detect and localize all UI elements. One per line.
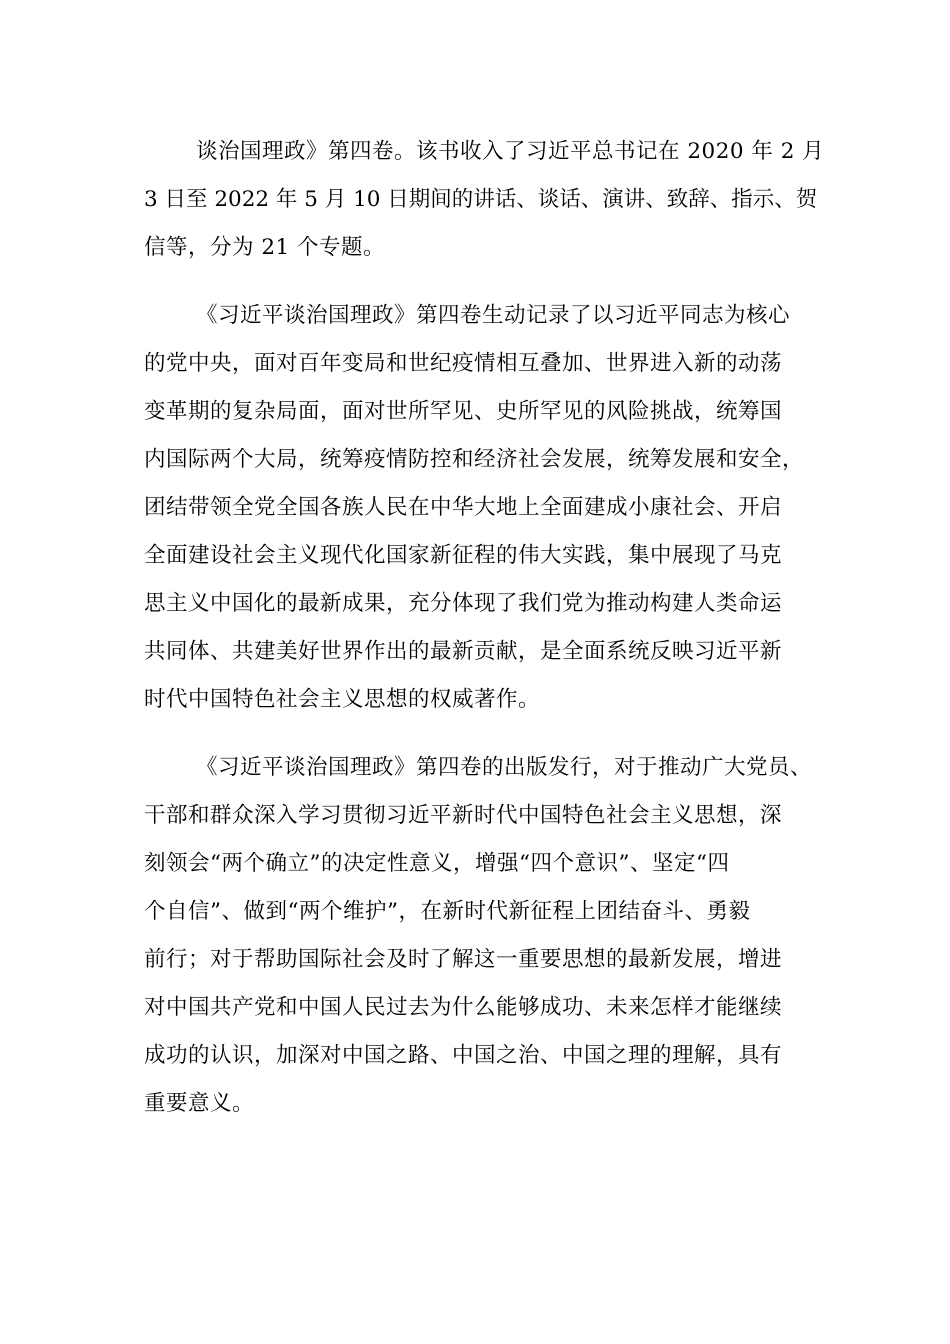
paragraph-line: 全面建设社会主义现代化国家新征程的伟大实践，集中展现了马克 — [144, 543, 783, 568]
paragraph-line: 谈治国理政》第四卷。该书收入了习近平总书记在 2020 年 2 月 — [196, 139, 825, 164]
paragraph-line: 3 日至 2022 年 5 月 10 日期间的讲话、谈话、演讲、致辞、指示、贺 — [144, 187, 818, 212]
paragraph-line: 思主义中国化的最新成果，充分体现了我们党为推动构建人类命运 — [144, 591, 783, 616]
paragraph-line: 内国际两个大局，统筹疫情防控和经济社会发展，统筹发展和安全， — [144, 447, 805, 472]
paragraph-line: 干部和群众深入学习贯彻习近平新时代中国特色社会主义思想，深 — [144, 803, 783, 828]
paragraph-line: 刻领会“两个确立”的决定性意义，增强“四个意识”、坚定“四 — [144, 851, 730, 876]
paragraph-line: 的党中央，面对百年变局和世纪疫情相互叠加、世界进入新的动荡 — [144, 351, 783, 376]
paragraph-line: 共同体、共建美好世界作出的最新贡献，是全面系统反映习近平新 — [144, 639, 783, 664]
paragraph-line: 变革期的复杂局面，面对世所罕见、史所罕见的风险挑战，统筹国 — [144, 399, 783, 424]
paragraph-line: 成功的认识，加深对中国之路、中国之治、中国之理的理解，具有 — [144, 1043, 783, 1068]
paragraph-line: 时代中国特色社会主义思想的权威著作。 — [144, 687, 541, 712]
paragraph-line: 《习近平谈治国理政》第四卷的出版发行，对于推动广大党员、 — [196, 755, 813, 780]
paragraph-line: 团结带领全党全国各族人民在中华大地上全面建成小康社会、开启 — [144, 495, 783, 520]
paragraph-line: 重要意义。 — [144, 1091, 255, 1116]
paragraph-line: 对中国共产党和中国人民过去为什么能够成功、未来怎样才能继续 — [144, 995, 783, 1020]
paragraph-line: 前行；对于帮助国际社会及时了解这一重要思想的最新发展，增进 — [144, 947, 783, 972]
paragraph-line: 个自信”、做到“两个维护”，在新时代新征程上团结奋斗、勇毅 — [144, 899, 751, 924]
paragraph-line: 信等，分为 21 个专题。 — [144, 235, 386, 260]
paragraph-line: 《习近平谈治国理政》第四卷生动记录了以习近平同志为核心 — [196, 303, 791, 328]
